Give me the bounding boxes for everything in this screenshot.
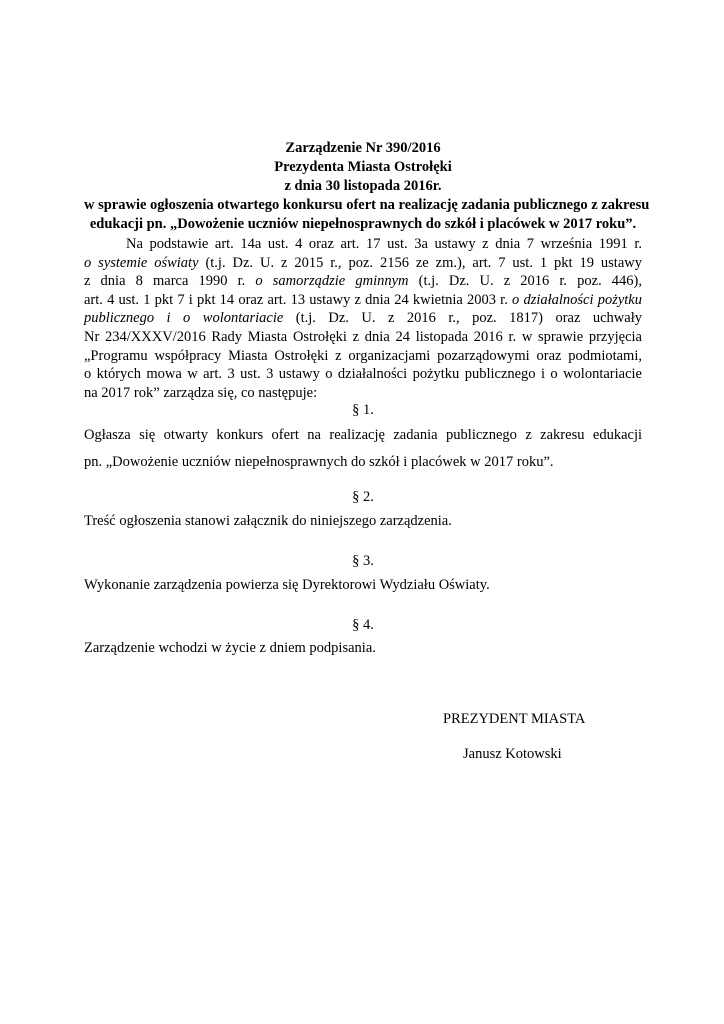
issue-date: z dnia 30 listopada 2016r. <box>284 178 442 194</box>
subject-line-2: edukacji pn. „Dowożenie uczniów niepełnosprawnych do szkół i placówek w 2017 roku”. <box>89 216 637 232</box>
issuer: Prezydenta Miasta Ostrołęki <box>274 159 452 175</box>
legal-basis-paragraph <box>84 235 642 402</box>
section-1-text <box>84 422 642 476</box>
intro-line: Nr 234/XXXV/2016 Rady Miasta Ostrołęki z dnia 24 listopada 2016 r. w sprawie przyjęcia <box>84 328 642 345</box>
intro-line: o których mowa w art. 3 ust. 3 ustawy o działalności pożytku publicznego i o wolontariacie <box>84 366 642 383</box>
section-2-text: Treść ogłoszenia stanowi załącznik do niniejszego zarządzenia. <box>84 513 452 529</box>
section-1-line: Ogłasza się otwarty konkurs ofert na realizację zadania publicznego z zakresu edukacji <box>84 427 642 443</box>
section-1-line: pn. „Dowożenie uczniów niepełnosprawnych do szkół i placówek w 2017 roku”. <box>84 454 554 470</box>
signature-name: Janusz Kotowski <box>463 746 562 762</box>
section-3-text: Wykonanie zarządzenia powierza się Dyrektorowi Wydziału Oświaty. <box>84 577 490 593</box>
section-3-heading: § 3. <box>352 553 374 569</box>
document-header <box>84 139 650 234</box>
section-4-heading: § 4. <box>352 617 374 633</box>
signature-title: PREZYDENT MIASTA <box>443 711 586 727</box>
intro-line: Na podstawie art. 14a ust. 4 oraz art. 17 ust. 3a ustawy z dnia 7 września 1991 r. <box>126 236 642 252</box>
order-number: Zarządzenie Nr 390/2016 <box>285 140 441 156</box>
intro-line: z dnia 8 marca 1990 r. o samorządzie gminnym (t.j. Dz. U. z 2016 r. poz. 446), <box>84 273 643 290</box>
intro-line: publicznego i o wolontariacie (t.j. Dz. U. z 2016 r., poz. 1817) oraz uchwały <box>84 310 642 327</box>
intro-line: art. 4 ust. 1 pkt 7 i pkt 14 oraz art. 13 ustawy z dnia 24 kwietnia 2003 r. o działalności pożytku <box>84 291 642 308</box>
subject-line-1: w sprawie ogłoszenia otwartego konkursu ofert na realizację zadania publicznego z zakresu <box>84 197 650 213</box>
section-1-heading: § 1. <box>352 402 374 418</box>
section-4-text: Zarządzenie wchodzi w życie z dniem podpisania. <box>84 640 376 656</box>
intro-line: na 2017 rok” zarządza się, co następuje: <box>84 384 318 401</box>
intro-line: o systemie oświaty (t.j. Dz. U. z 2015 r., poz. 2156 ze zm.), art. 7 ust. 1 pkt 19 ustawy <box>84 254 642 271</box>
intro-line: „Programu współpracy Miasta Ostrołęki z organizacjami pozarządowymi oraz podmiotami, <box>84 347 642 364</box>
section-2-heading: § 2. <box>352 489 374 505</box>
